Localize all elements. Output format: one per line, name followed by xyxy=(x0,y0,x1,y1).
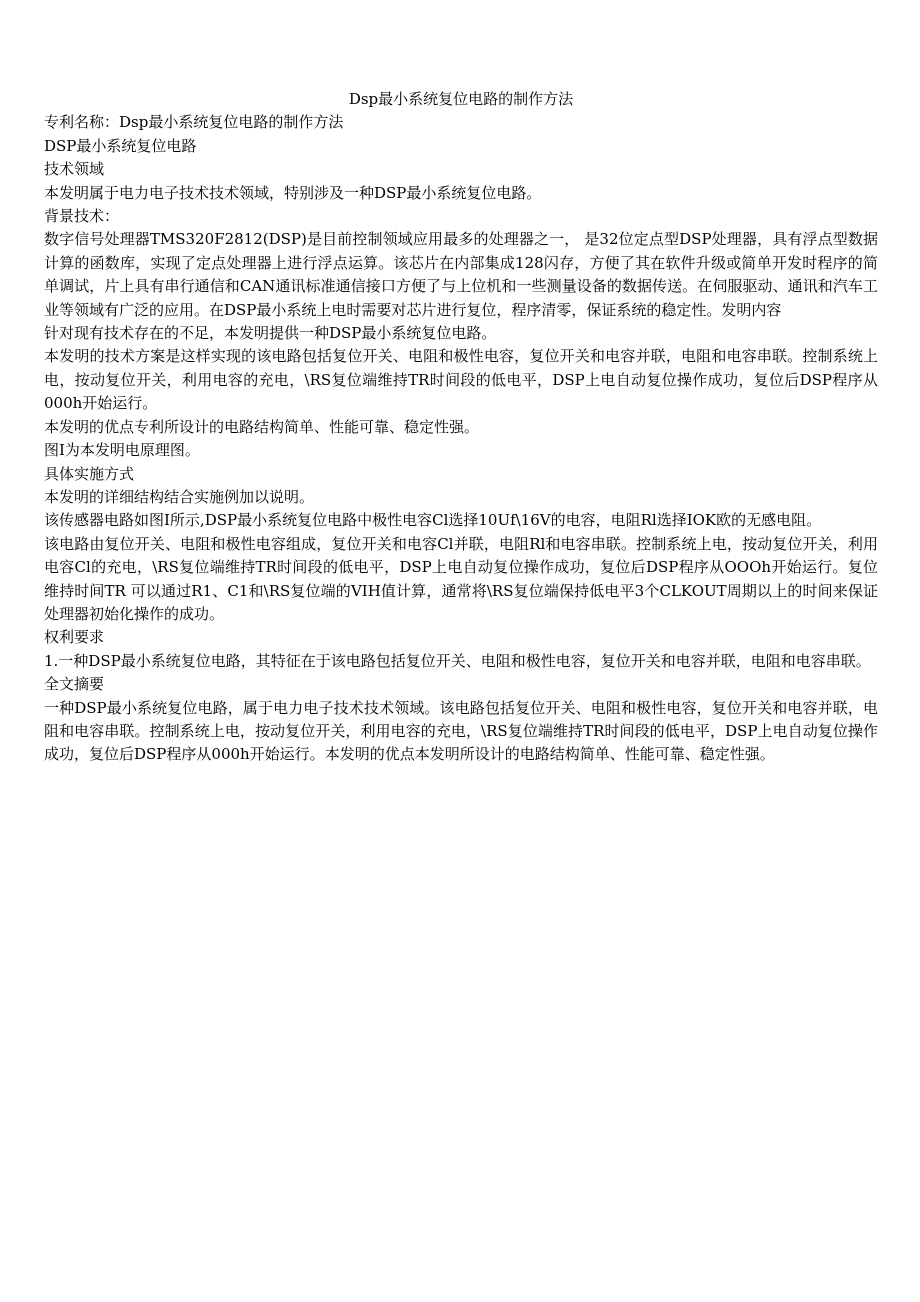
paragraph: 针对现有技术存在的不足，本发明提供一种DSP最小系统复位电路。 xyxy=(44,324,497,343)
paragraph: 数字信号处理器TMS320F2812(DSP)是目前控制领域应用最多的处理器之一， 是32位定点型DSP处理器，具有浮点型数据计算的函数库，实现了定点处理器上进行浮点运算。该芯片在内部集成128闪存，方便了其在软件升级或简单开发时程序的简单调试，片上具有串行通信和CAN通讯标准通信接口方便了与上位机和一些测量设备的数据传送。在伺服驱动、通讯和汽车工业等领域有广泛的应用。在DSP最小系统上电时需要对芯片进行复位，程序清零，保证系统的稳定性。发明内容 xyxy=(44,230,878,319)
paragraph: 图I为本发明电原理图。 xyxy=(44,441,200,460)
paragraph: 该电路由复位开关、电阻和极性电容组成，复位开关和电容Cl并联，电阻Rl和电容串联。控制系统上电，按动复位开关，利用电容Cl的充电，\RS复位端维持TR时间段的低电平，DSP上电自动复位操作成功，复位后DSP程序从OOOh开始运行。复位维持时间TR 可以通过R1、C1和\RS复位端的VIH值计算，通常将\RS复位端保持低电平3个CLKOUT周期以上的时间来保证处理器初始化操作的成功。 xyxy=(44,534,878,623)
paragraph: 1.一种DSP最小系统复位电路，其特征在于该电路包括复位开关、电阻和极性电容，复位开关和电容并联，电阻和电容串联。 xyxy=(44,651,871,670)
paragraph: 本发明的技术方案是这样实现的该电路包括复位开关、电阻和极性电容，复位开关和电容并联，电阻和电容串联。控制系统上电，按动复位开关，利用电容的充电，\RS复位端维持TR时间段的低电平，DSP上电自动复位操作成功，复位后DSP程序从000h开始运行。 xyxy=(44,347,878,413)
paragraph: 专利名称：Dsp最小系统复位电路的制作方法 xyxy=(44,113,344,132)
document-paragraphs xyxy=(44,111,878,766)
paragraph: 全文摘要 xyxy=(44,675,105,694)
paragraph: 该传感器电路如图I所示,DSP最小系统复位电路中极性电容Cl选择10Uf\16V的电容，电阻Rl选择IOK欧的无感电阻。 xyxy=(44,511,822,530)
paragraph: 技术领域 xyxy=(44,160,105,179)
paragraph: 本发明属于电力电子技术技术领域，特别涉及一种DSP最小系统复位电路。 xyxy=(44,183,542,202)
paragraph: DSP最小系统复位电路 xyxy=(44,136,197,155)
paragraph: 本发明的优点专利所设计的电路结构简单、性能可靠、稳定性强。 xyxy=(44,417,480,436)
paragraph: 权利要求 xyxy=(44,628,105,647)
document-body xyxy=(44,88,878,767)
document-title: Dsp最小系统复位电路的制作方法 xyxy=(348,90,574,108)
paragraph: 一种DSP最小系统复位电路，属于电力电子技术技术领域。该电路包括复位开关、电阻和极性电容，复位开关和电容并联，电阻和电容串联。控制系统上电，按动复位开关，利用电容的充电，\RS复位端维持TR时间段的低电平，DSP上电自动复位操作成功，复位后DSP程序从000h开始运行。本发明的优点本发明所设计的电路结构简单、性能可靠、稳定性强。 xyxy=(44,698,878,764)
paragraph: 背景技术： xyxy=(44,207,120,226)
paragraph: 具体实施方式 xyxy=(44,464,135,483)
paragraph: 本发明的详细结构结合实施例加以说明。 xyxy=(44,487,315,506)
